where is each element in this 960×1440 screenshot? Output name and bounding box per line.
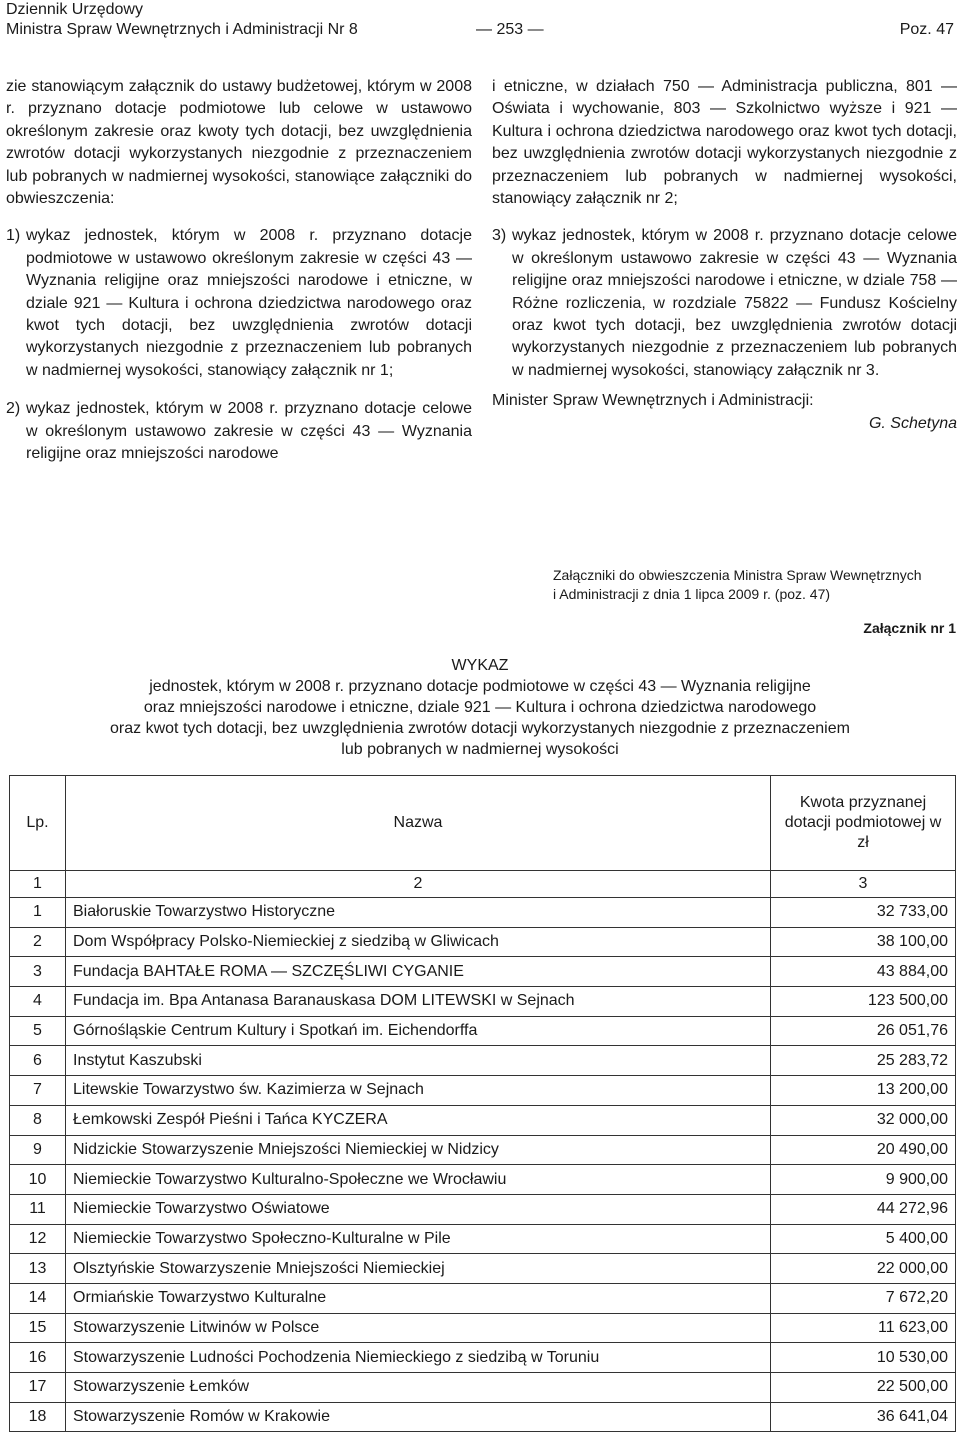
row-name: Stowarzyszenie Łemków [66,1373,771,1403]
signature-title: Minister Spraw Wewnętrznych i Administracji: [492,392,814,410]
row-name: Stowarzyszenie Litwinów w Polsce [66,1313,771,1343]
row-lp: 18 [10,1402,66,1432]
row-amount: 36 641,04 [771,1402,956,1432]
row-lp: 7 [10,1076,66,1106]
table-row [10,1135,956,1165]
page-number: — 253 — [476,21,544,38]
row-lp: 16 [10,1343,66,1373]
left-column [6,76,472,466]
position-number: Poz. 47 [899,21,954,38]
table-row [10,927,956,957]
wykaz-line: jednostek, którym w 2008 r. przyznano dotacje podmiotowe w części 43 — Wyznania religijne [149,678,811,695]
row-name: Niemieckie Towarzystwo Kulturalno-Społeczne we Wrocławiu [66,1165,771,1195]
column-number: 1 [10,871,66,898]
table-row [10,957,956,987]
right-column [492,76,957,435]
list-number: 3) [492,227,507,245]
table-row [10,987,956,1017]
row-lp: 15 [10,1313,66,1343]
continued-paragraph: i etniczne, w działach 750 — Administracja publiczna, 801 — Oświata i wychowanie, 803 — Szkolnictwo wyższe i 921 — Kultura i ochrona dziedzictwa narodowego oraz kwot tych dotacji, bez uwzględnienia zwrotów dotacji wykorzystanych niezgodnie z przeznaczeniem lub pobranych w nadmiernej wysokości, stanowiący załącznik nr 2; [492,78,957,208]
grants-table [9,775,956,1432]
row-amount: 11 623,00 [771,1313,956,1343]
attachment-label: Załącznik nr 1 [863,620,956,636]
row-name: Ormiańskie Towarzystwo Kulturalne [66,1283,771,1313]
row-amount: 32 733,00 [771,898,956,928]
table-row [10,1105,956,1135]
list-number: 2) [6,400,21,418]
row-lp: 6 [10,1046,66,1076]
table-row [10,1283,956,1313]
row-lp: 4 [10,987,66,1017]
table-row [10,1046,956,1076]
intro-paragraph: zie stanowiącym załącznik do ustawy budżetowej, którym w 2008 r. przyznano dotacje podmiotowe lub celowe w ustawowo określonym zakresie oraz kwoty tych dotacji, bez uwzględnienia zwrotów dotacji wykorzystanych niezgodnie z przeznaczeniem lub pobranych w nadmiernej wysokości, stanowiące załączniki do obwieszczenia: [6,78,472,208]
row-amount: 43 884,00 [771,957,956,987]
table-row [10,1194,956,1224]
row-amount: 25 283,72 [771,1046,956,1076]
row-lp: 5 [10,1016,66,1046]
table-row [10,1016,956,1046]
row-lp: 11 [10,1194,66,1224]
page-header [6,0,954,40]
row-lp: 9 [10,1135,66,1165]
row-lp: 13 [10,1254,66,1284]
row-name: Stowarzyszenie Ludności Pochodzenia Niemieckiego z siedzibą w Toruniu [66,1343,771,1373]
table-header-row [10,776,956,871]
row-name: Stowarzyszenie Romów w Krakowie [66,1402,771,1432]
header-name: Nazwa [66,776,771,871]
row-name: Olsztyńskie Stowarzyszenie Mniejszości Niemieckiej [66,1254,771,1284]
signature-name: G. Schetyna [868,414,957,432]
table-row [10,1343,956,1373]
row-amount: 9 900,00 [771,1165,956,1195]
table-row [10,1076,956,1106]
row-name: Białoruskie Towarzystwo Historyczne [66,898,771,928]
row-amount: 32 000,00 [771,1105,956,1135]
table-row [10,1254,956,1284]
ministry-issue: Ministra Spraw Wewnętrznych i Administracji Nr 8 [6,21,358,38]
row-amount: 26 051,76 [771,1016,956,1046]
row-amount: 22 500,00 [771,1373,956,1403]
list-text: wykaz jednostek, którym w 2008 r. przyznano dotacje celowe w określonym ustawowo zakresie w części 43 — Wyznania religijne oraz mniejszości narodowe [26,400,472,463]
row-lp: 14 [10,1283,66,1313]
list-item [6,225,472,382]
row-lp: 12 [10,1224,66,1254]
attachment-note-line: i Administracji z dnia 1 lipca 2009 r. (poz. 47) [553,586,831,602]
row-amount: 123 500,00 [771,987,956,1017]
row-lp: 1 [10,898,66,928]
row-amount: 10 530,00 [771,1343,956,1373]
wykaz-line: oraz kwot tych dotacji, bez uwzględnienia zwrotów dotacji wykorzystanych niezgodnie z przeznaczeniem [110,720,850,737]
row-lp: 17 [10,1373,66,1403]
column-number: 3 [771,871,956,898]
row-amount: 22 000,00 [771,1254,956,1284]
table-row [10,1402,956,1432]
row-name: Fundacja im. Bpa Antanasa Baranauskasa DOM LITEWSKI w Sejnach [66,987,771,1017]
table-row [10,1224,956,1254]
row-lp: 2 [10,927,66,957]
list-item [6,398,472,465]
row-name: Niemieckie Towarzystwo Oświatowe [66,1194,771,1224]
column-number: 2 [66,871,771,898]
list-number: 1) [6,227,21,245]
attachment-note-line: Załączniki do obwieszczenia Ministra Spraw Wewnętrznych [553,567,922,583]
row-lp: 3 [10,957,66,987]
row-amount: 7 672,20 [771,1283,956,1313]
header-lp: Lp. [10,776,66,871]
row-lp: 8 [10,1105,66,1135]
wykaz-line: lub pobranych w nadmiernej wysokości [341,741,619,758]
wykaz-title: WYKAZ [451,657,509,674]
wykaz-line: oraz mniejszości narodowe i etniczne, dziale 921 — Kultura i ochrona dziedzictwa narodowego [143,699,817,716]
row-name: Dom Współpracy Polsko-Niemieckiej z siedzibą w Gliwicach [66,927,771,957]
row-lp: 10 [10,1165,66,1195]
row-amount: 13 200,00 [771,1076,956,1106]
journal-title: Dziennik Urzędowy [6,1,143,18]
table-row [10,1165,956,1195]
table-row [10,1373,956,1403]
row-name: Górnośląskie Centrum Kultury i Spotkań im. Eichendorffa [66,1016,771,1046]
row-name: Nidzickie Stowarzyszenie Mniejszości Niemieckiej w Nidzicy [66,1135,771,1165]
table-row [10,1313,956,1343]
list-item [492,225,957,382]
list-text: wykaz jednostek, którym w 2008 r. przyznano dotacje celowe w określonym ustawowo zakresie w części 43 — Wyznania religijne oraz mniejszości narodowe i etniczne, w dziale 758 — Różne rozliczenia, w rozdziale 75822 — Fundusz Kościelny oraz kwot tych dotacji, bez uwzględnienia zwrotów dotacji wykorzystanych niezgodnie z przeznaczeniem lub pobranych w nadmiernej wysokości, stanowiący załącznik nr 3. [512,227,957,379]
row-name: Niemieckie Towarzystwo Społeczno-Kulturalne w Pile [66,1224,771,1254]
row-amount: 44 272,96 [771,1194,956,1224]
row-amount: 20 490,00 [771,1135,956,1165]
wykaz-heading [6,655,954,760]
row-name: Fundacja BAHTAŁE ROMA — SZCZĘŚLIWI CYGANIE [66,957,771,987]
row-name: Litewskie Towarzystwo św. Kazimierza w Sejnach [66,1076,771,1106]
attachment-note [553,566,958,604]
row-amount: 38 100,00 [771,927,956,957]
table-row [10,898,956,928]
header-amount: Kwota przyznanej dotacji podmiotowej w zł [771,776,956,871]
row-amount: 5 400,00 [771,1224,956,1254]
row-name: Instytut Kaszubski [66,1046,771,1076]
column-number-row [10,871,956,898]
table-body [10,898,956,1432]
list-text: wykaz jednostek, którym w 2008 r. przyznano dotacje podmiotowe w ustawowo określonym zakresie w części 43 — Wyznania religijne oraz mniejszości narodowe i etniczne, w dziale 921 — Kultura i ochrona dziedzictwa narodowego oraz kwot tych dotacji, bez uwzględnienia zwrotów dotacji wykorzystanych niezgodnie z przeznaczeniem lub pobranych w nadmiernej wysokości, stanowiący załącznik nr 1; [26,227,472,379]
row-name: Łemkowski Zespół Pieśni i Tańca KYCZERA [66,1105,771,1135]
